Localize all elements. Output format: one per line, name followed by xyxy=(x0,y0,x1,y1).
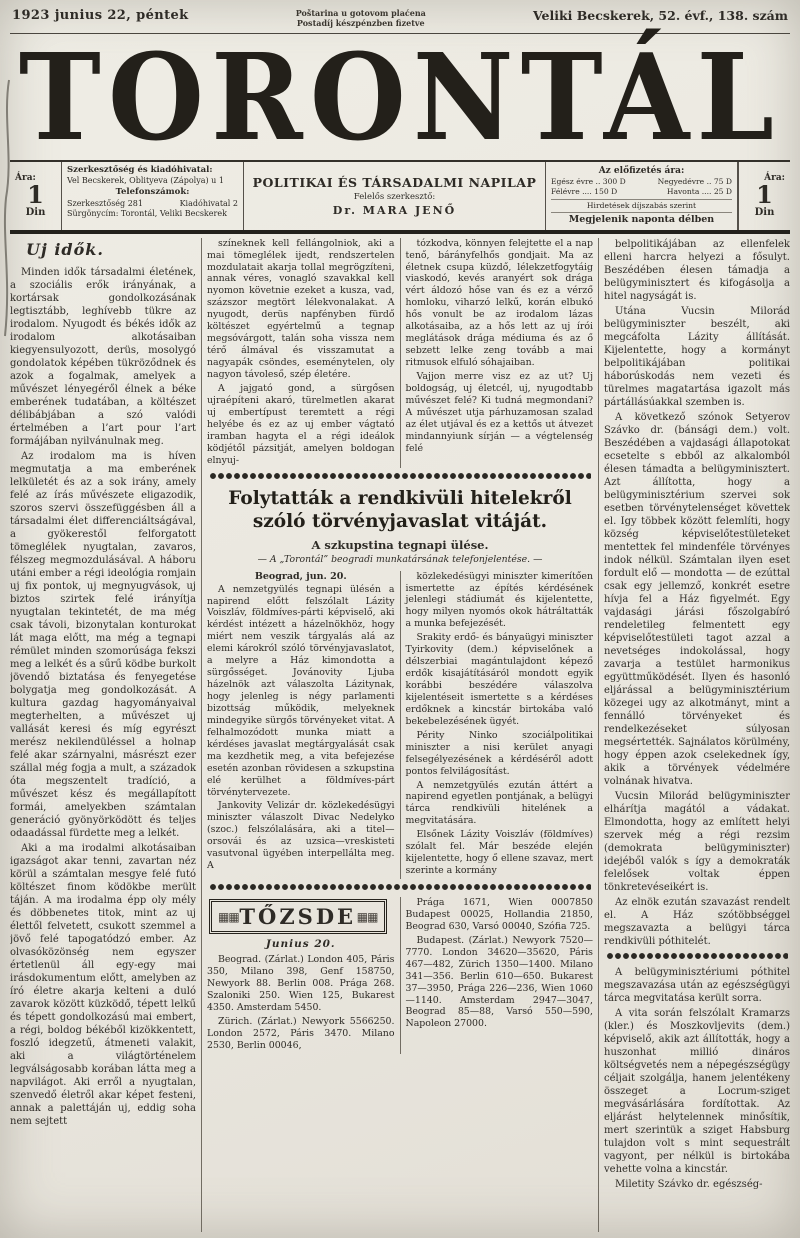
subscription-monthly: Havonta .... 25 D xyxy=(666,187,732,197)
office-title: Szerkesztőség és kiadóhivatal: xyxy=(67,164,213,175)
price-value: 1 xyxy=(756,180,773,210)
right-column xyxy=(604,238,790,1232)
paragraph: A belügyminisztériumi póthitel megszavazása után az egészségügyi tárca megvitatása került sorra. xyxy=(604,966,790,1004)
column-rule xyxy=(400,238,401,469)
ornament-right: ▦▦ xyxy=(356,909,378,924)
price-label: Ára: xyxy=(764,173,785,184)
paragraph: Srakity erdő- és bányaügyi miniszter Tyirkovity (dem.) képviselőnek a délszerbiai magántulajdont képező erdők kisajátításáról mondott egyik korábbi beszédére válaszolva kijelentéseit ismertette s a kérdéses erdőknek a kincstár birtokába való bekebelezésének ügyét. xyxy=(405,632,593,727)
paragraph: Minden idők társadalmi életének, a szociális erők irányának, a kortársak gondolkozásának legtisztább, leghívebb tükre az irodalom. Nyugodt és békés idők az irodalom alkotásaiban kiegyensulyozott, derüs, mosolygó gondolatok képében tükröződnek és azok a fogalmak, amelyek a művészet lényegéről élnek a béke emberének tudatában, a költészet délibábjában a szó valódi értelmében a l’art pour l’art formájában nyilvánulnak meg. xyxy=(10,266,196,447)
paragraph: Utána Vucsin Milorád belügyminiszter beszélt, aki megcáfolta Lázity állítását. Kijelentette, hogy a kormányt belpolitikájában politikai háborúskodás nem vezeti és türelmes magatartása igazolt más pártállásúakkal szemben is. xyxy=(604,305,790,408)
ornament-left: ▦▦ xyxy=(218,909,239,924)
office-info xyxy=(62,162,244,230)
ads-notice: Hirdetések díjszabás szerint xyxy=(551,199,732,211)
feature-headline: Folytatták a rendkivüli hitelekről szóló törvényjavaslat vitáját. xyxy=(228,488,572,533)
editor-name: Dr. MARA JENŐ xyxy=(332,203,457,217)
column-rule xyxy=(400,897,401,1054)
paper-type: POLITIKAI ÉS TÁRSADALMI NAPILAP xyxy=(252,174,537,190)
paragraph: belpolitikájában az ellenfelek elleni harcra helyezi a fősulyt. Beszédében élesen támadja a belügyminisztert és kifogásolja a hitel nagyságát is. xyxy=(604,238,790,302)
bourse-left-text xyxy=(207,954,395,1052)
paper-type-block xyxy=(244,162,546,230)
bourse-right-column xyxy=(406,897,594,1054)
edition-info: Veliki Becskerek, 52. évf., 138. szám xyxy=(532,8,788,23)
paragraph: Périty Ninko szociálpolitikai miniszter a nisi kerület anyagi felsegélyezésének a kérdéséről adott pontos felvilágosítást. xyxy=(405,729,593,777)
wavy-divider xyxy=(606,953,788,960)
price-label: Ára: xyxy=(15,173,36,184)
lead-continuation-left xyxy=(207,238,395,469)
column-rule xyxy=(400,571,401,879)
paragraph: A jajgató gond, a sürgősen ujraépíteni akaró, türelmetlen akarat uj embertípust teremtett a régi helyébe és ez az uj ember vágtató iramban hagyta el a régi ideálok ködjétől pázsitját, amelyen boldogan elnyuj- xyxy=(207,382,395,466)
phone-numbers xyxy=(67,199,238,210)
subscription-title: Az előfizetés ára: xyxy=(598,165,685,176)
phones-title: Telefonszámok: xyxy=(115,187,190,198)
subscription-yearly: Egész évre .. 300 D xyxy=(551,177,626,187)
lead-continuation xyxy=(207,238,593,469)
lead-continuation-right xyxy=(406,238,594,469)
subscription-box xyxy=(546,162,738,230)
subscription-quarterly: Negyedévre .. 75 D xyxy=(657,177,732,187)
bourse-title: TŐZSDE xyxy=(239,904,357,930)
editor-label: Felelős szerkesztő: xyxy=(353,191,436,202)
postage-notice-line1: Poštarina u gotovom plaćena xyxy=(295,8,426,18)
column-rule xyxy=(201,238,202,1232)
subscription-row1 xyxy=(551,177,732,187)
feature-right-column xyxy=(406,571,594,879)
feature-left-text xyxy=(207,584,395,873)
right-column-text-top xyxy=(604,238,790,948)
paragraph: A nemzetgyülés tegnapi ülésén a napirend előtt felszólalt Lázity Voiszláv, földmíves-párti képviselő, aki kérdést intézett a házelnökhöz, hogy miért nem veszik tárgyalás alá az elemi károkról szóló törvényjavaslatot, a melyre a Ház kimondotta a sürgősséget. Jovánovity Ljuba házelnök azt válaszolta Lázitynak, hogy jelenleg is négy parlamenti bizottság működik, melyeknek mindegyike sürgős törvényeket vitat. A felhalmozódott munka miatt a kérdéses javaslat megtárgyalását csak ma kezdhetik meg, a vita befejezése esetén azonban rövidesen a szkupstina elé kerülhet a földmíves-párt törvénytervezete. xyxy=(207,583,395,798)
feature-body xyxy=(207,571,593,879)
dateline: Beograd, jun. 20. xyxy=(254,570,347,582)
lead-article-column xyxy=(10,238,196,1232)
paragraph: A nemzetgyülés ezután áttért a napirend egyetlen pontjának, a belügyi tárca rendkivüli hitelének a megvitatására. xyxy=(405,779,593,827)
column-rule xyxy=(598,238,599,1232)
issue-date: 1923 junius 22, péntek xyxy=(12,8,189,23)
paragraph: Vucsin Milorád belügyminiszter elhárítja magától a vádakat. Elmondotta, hogy az említett helyi szervek még a régi rezsim (demokrata belügyminiszter) idejéből valók s így a demokraták felelősek voltak éppen tönkretevéseikért is. xyxy=(604,790,790,893)
postage-notice xyxy=(296,8,426,29)
paragraph: Elsőnek Lázity Voiszláv (földmíves) szólalt fel. Már beszéde elején kijelentette, hogy ő ellene szavaz, mert szerinte a kormány xyxy=(405,829,593,877)
paragraph: Az irodalom ma is híven megmutatja a ma emberének lelkületét és az a sok irány, amely felé az írás művészete eligazodik, szoros szervi összefüggésben áll a társadalmi élet differenciáltságával, a gyökerestől felforgatott tömeglélek nyugtalan, zavaros, félszeg megmozdulásával. A háboru utáni ember a régi ideológia romjain uj fix pontok, uj megnyugvások, uj biztos szirtek felé irányítja nyugtalan tekintetét, de ma még csak távoli, bizonytalan konturokat lát maga előtt, ma még a tegnapi rémület minden szomorúsága fekszi meg a lelkét és a sűrű ködbe burkolt jövendő biztatása és fenyegetése bolygatja meg gondolkozását. A kultura gazdag hagyományaival megterhelten, a művészet uj vallását keresi és míg egyrészt merész nekilendüléssel a holnap felé akar szárnyalni, másrészt ezer szállal még fogja a mult, a századok óta megszentelt tradíció, a művészet kész és megállapított formái, amelyekben számtalan generáció gyönyörködött és teljes odaadással fürdette meg a lelkét. xyxy=(10,450,197,839)
paragraph: Az elnök ezután szavazást rendelt el. A Ház szótöbbséggel megszavazta a belügyi tárca rendkivüli póthitelét. xyxy=(604,896,790,947)
paragraph: Miletity Szávko dr. egészség- xyxy=(615,1178,763,1190)
paragraph: A következő szónok Setyerov Szávko dr. (bánsági dem.) volt. Beszédében a vajdasági állapotokat ecsetelte s ebből az alkalomból élesen támadta a belügyminisztert. Azt állította, hogy a belügyminisztérium szervei sok esetben törvénytelenséget követtek el. Igy többek között felemlíti, hogy község képviselőtestületeket mentettek fel mindenféle törvényes indok nélkül. Számtalan ilyen eset fordult elő — mondotta — de ezúttal csak egy jellemző, konkrét esetre hívja fel a Ház figyelmét. Egy vajdasági járási főszolgabíró rendeletileg felmentett egy képviselőtestületi tagot azzal a nevetséges indokolással, hogy zavarja a testület harmonikus együttműködését. Ilyen és hasonló eljárással a belügyminisztérium közegei ugy az alkotmányt, mint a fennálló törvényeket és rendelkezéseket súlyosan megsértették. Sajnálatos körülmény, hogy éppen azok cselekednek így, akik a törvények védelmére volnának hivatva. xyxy=(604,411,790,787)
info-bar xyxy=(10,160,790,234)
bourse-section xyxy=(207,897,593,1054)
price-box-right xyxy=(738,162,790,230)
price-unit: Din xyxy=(754,207,775,219)
price-unit: Din xyxy=(25,207,46,219)
paragraph: Beograd. (Zárlat.) London 405, Páris 350, Milano 398, Genf 158750, Newyork 88. Berlin 008. Prága 268. Szaloniki 250. Wien 125, Bukarest 4350. Amsterdam 5450. xyxy=(207,954,395,1013)
middle-columns xyxy=(207,238,593,1232)
phone-publishing: Kiadóhivatal 2 xyxy=(179,198,238,208)
feature-subtitle: A szkupstina tegnapi ülése. xyxy=(311,537,489,552)
paragraph: Aki a ma irodalmi alkotásaiban igazságot akar tenni, zavartan néz körül a számtalan mesgye felé futó költészet finom ködökbe merült táján. A ma irodalma épp oly mély és döbbenetes titok, mint az uj élettől felvetett, csukott szemmel a jövő felé tapogatódzó ember. Az olvasóközönség nem egyszer értetlenül áll egy-egy mai irásdokumentum előtt, amelyben az író életre akarja kelteni a duló zavarok között küzködő, tépett lelkű és tépett gondolkozású mai embert, a régi, boldog békéből kizökkentett, foszló idegzetű, átmeneti valakit, aki a világtörténelem legválságosabb korában látta meg a napvilágot. Aki erről a nyugtalan, szenvedő életről akar képet festeni, annak a palettáján uj, eddig soha nem sejtett xyxy=(10,842,196,1127)
wavy-divider xyxy=(209,473,591,480)
paragraph: Zürich. (Zárlat.) Newyork 5566250. London 2572, Páris 3470. Milano 2530, Berlin 00046, xyxy=(207,1015,395,1051)
feature-left-column xyxy=(207,571,395,879)
feature-byline: — A „Torontál” beogradi munkatársának telefonjelentése. — xyxy=(257,553,543,565)
office-address: Vel Becskerek, Oblityeva (Zápolya) u 1 xyxy=(67,176,224,186)
paragraph: színeknek kell fellángolniok, aki a mai tömeglélek ijedt, rendszertelen mozdulatait akarja tollal megrögzíteni, annak véres, vonagló szavakkal kell nyomon követnie ezeket a kusza, vad, százszor megtört lélekvonalakat. A nyugodt, derüs napfényben fürdő költészet egyértelmű a tegnap megsóvárgott, talán soha vissza nem térő álmával és visszamutat a nagyapák csöndes, eseménytelen, oly nagyon távoleső, szép életére. xyxy=(207,237,395,380)
paragraph: A vita során felszólalt Kramarzs (kler.) és Moszkovljevits (dem.) képviselő, akik azt állították, hogy a huszonhat millió dináros költségvetés nem a népegészségügy céljait szolgálja, hanem jelentékeny összeget a Locrum-sziget megvásárlására fordítottak. Az eljárást helytelennek minősítik, mert szerintük a sziget Habsburg tulajdon volt s mint sequestrált vagyont, per nélkül is birtokába vehette volna a kincstár. xyxy=(604,1007,790,1175)
subscription-halfyear: Félévre .... 150 D xyxy=(551,187,618,197)
lead-article-text xyxy=(10,266,196,1128)
paragraph: tózkodva, könnyen felejtette el a nap tenő, bárányfelhős gondjait. Ma az életnek csupa küzdő, lélekzetfogytáig viaskodó, kevés aranyért sok drága vért áldozó hőse van és ez a vérző homloku, viharzó lelkű, korán elbukó hős vonult be az irodalom lázas alkotásaiba, az a hős lett az uj írói meglátások drága médiuma és az ő sebzett lelke zeng tovább a mai ritmusok elfuló sóhajaiban. xyxy=(405,237,593,369)
paragraph: Jankovity Velizár dr. közlekedésügyi miniszter válaszolt Divac Nedelyko (szoc.) felszólalására, aki a titel—orsovái és az uzsica—vreskisteti vasutvonal ügyében interpellálta meg. A xyxy=(207,800,395,872)
postage-notice-line2: Postadíj készpénzben fizetve xyxy=(296,18,425,29)
feature-article xyxy=(207,486,593,879)
bourse-body xyxy=(207,897,593,1054)
phone-editorial: Szerkesztőség 281 xyxy=(67,198,143,208)
wavy-divider xyxy=(209,884,591,891)
page-body xyxy=(10,238,790,1232)
publishing-notice: Megjelenik naponta délben xyxy=(551,212,732,227)
price-box-left xyxy=(10,162,62,230)
bourse-date: Junius 20. xyxy=(265,938,336,951)
telegram-address: Sürgönycím: Torontál, Veliki Becskerek xyxy=(67,209,227,219)
masthead xyxy=(10,28,790,168)
right-column-text-bottom xyxy=(604,966,790,1191)
newspaper-title: TORONTÁL xyxy=(18,28,782,168)
price-value: 1 xyxy=(27,180,44,210)
bourse-left-column xyxy=(207,897,395,1054)
lead-article-title: Uj idők. xyxy=(26,239,104,259)
subscription-row2 xyxy=(551,187,732,197)
paragraph: közlekedésügyi miniszter kimerítően ismertette az építés kérdésének jelenlegi stádiumát és kijelentette, hogy milyen nyomós okok hátráltatták a munka befejezését. xyxy=(405,570,593,630)
bourse-header-box xyxy=(209,899,387,934)
paragraph: Budapest. (Zárlat.) Newyork 7520—7770. London 34620—35620, Páris 467—482, Zürich 1350—1400. Milano 341—356. Berlin 610—650. Bukarest 37—3950, Prága 226—236, Wien 1060—1140. Amsterdam 2947—3047, Beograd 85—88, Varsó 550—590, Napoleon 27000. xyxy=(405,934,593,1030)
paragraph: Prága 1671, Wien 0007850 Budapest 00025, Hollandia 21850, Beograd 630, Varsó 00040, Szófia 725. xyxy=(405,897,593,932)
paragraph: Vajjon merre visz ez az ut? Uj boldogság, uj életcél, uj, nyugodtabb művészet felé? Ki tudná megmondani? A művészet utja párhuzamosan szalad az élet utjával és ez a kettős ut átvezet mindannyiunk sírján — a végtelenség felé xyxy=(405,370,593,454)
